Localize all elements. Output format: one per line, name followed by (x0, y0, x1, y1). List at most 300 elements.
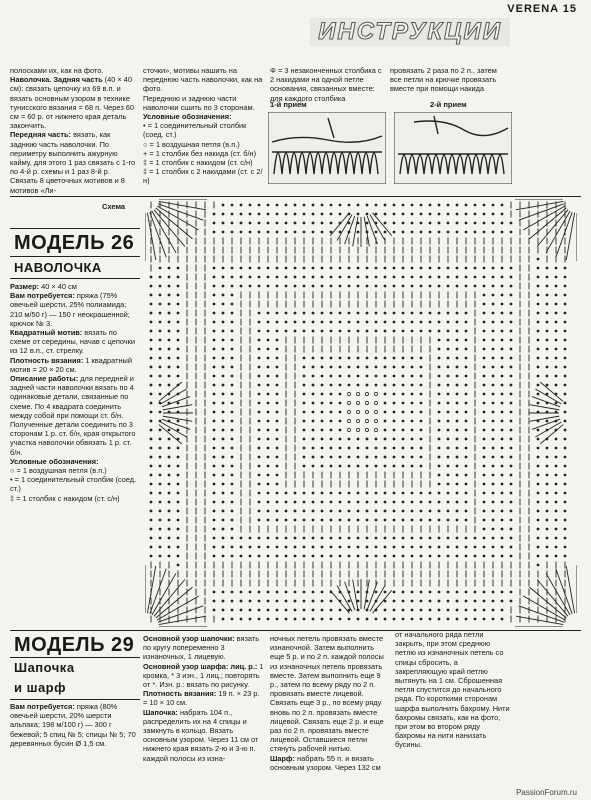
chart-stitch-symbol (366, 456, 368, 458)
chart-stitch-symbol (564, 411, 566, 413)
chart-stitch-symbol (276, 321, 278, 323)
chart-stitch-symbol (465, 519, 467, 521)
chart-stitch-symbol (483, 537, 485, 539)
paragraph (143, 158, 265, 167)
chart-stitch-symbol (168, 276, 170, 278)
chart-stitch-symbol (546, 393, 548, 395)
chart-stitch-symbol (159, 303, 161, 305)
chart-stitch-symbol (447, 366, 449, 368)
chart-stitch-symbol (555, 465, 557, 467)
chart-stitch-symbol (492, 348, 494, 350)
chart-stitch-symbol (357, 267, 359, 269)
chart-stitch-symbol (465, 267, 467, 269)
chart-stitch-symbol (465, 501, 467, 503)
chart-stitch-symbol (177, 366, 179, 368)
chart-stitch-symbol (312, 231, 314, 233)
paragraph-text: ночных петель провязать вместе изнаночной. Затем выполнить еще 5 р. и по 2 п. каждой полосы из изнаночных петель провязать вместе. Затем выполнить еще 9 р., затем по всему ряду по 2 п. провязать вместе лицевой. Связать еще 3 р., по всему ряду вновь по 2 п. провязать вместе лицевой. Связать еще 2 р. и еще раз по 2 п. провязать вместе лицевой. Оставшиеся петли стянуть рабочей нитью. (270, 634, 384, 754)
chart-stitch-symbol (384, 393, 386, 395)
chart-stitch-symbol (159, 483, 161, 485)
chart-stitch-symbol (231, 267, 233, 269)
chart-stitch-symbol (303, 600, 305, 602)
chart-stitch-symbol (330, 222, 332, 224)
chart-stitch-symbol (510, 555, 512, 557)
chart-stitch-symbol (393, 555, 395, 557)
chart-stitch-symbol (555, 537, 557, 539)
chart-stitch-symbol (429, 204, 431, 206)
chart-stitch-symbol (438, 312, 440, 314)
chart-stitch-symbol (438, 384, 440, 386)
chart-stitch-symbol (402, 600, 404, 602)
chart-stitch-symbol (366, 204, 368, 206)
chart-stitch-symbol (465, 429, 467, 431)
chart-stitch-symbol (483, 438, 485, 440)
chart-stitch-symbol (474, 600, 476, 602)
chart-stitch-symbol (150, 438, 152, 440)
chart-stitch-symbol (213, 285, 215, 287)
chart-stitch-symbol (447, 339, 449, 341)
chart-stitch-symbol (312, 456, 314, 458)
chart-stitch-symbol (564, 366, 566, 368)
chart-stitch-symbol (537, 537, 539, 539)
chart-stitch-symbol (249, 276, 251, 278)
chart-stitch-symbol (285, 321, 287, 323)
chart-stitch-symbol (474, 213, 476, 215)
chart-stitch-symbol (177, 474, 179, 476)
chart-stitch-symbol (564, 375, 566, 377)
chart-stitch-symbol (384, 438, 386, 440)
chart-stitch-symbol (276, 501, 278, 503)
chart-stitch-symbol (159, 429, 161, 431)
chart-stitch-symbol (510, 483, 512, 485)
chart-stitch-symbol (294, 276, 296, 278)
chart-stitch-symbol (231, 528, 233, 530)
chart-stitch-symbol (177, 510, 179, 512)
chart-stitch-symbol (420, 501, 422, 503)
chart-stitch-symbol (240, 204, 242, 206)
chart-stitch-symbol (177, 519, 179, 521)
chart-stitch-symbol (258, 312, 260, 314)
chart-stitch-symbol (483, 357, 485, 359)
chart-stitch-symbol (276, 609, 278, 611)
chart-stitch-symbol (294, 267, 296, 269)
chart-stitch-symbol (492, 411, 494, 413)
chart-stitch-symbol (330, 213, 332, 215)
chart-stitch-symbol (438, 276, 440, 278)
chart-stitch-symbol (546, 276, 548, 278)
chart-stitch-symbol (420, 231, 422, 233)
chart-stitch-symbol (492, 267, 494, 269)
chart-stitch-symbol (339, 330, 341, 332)
chart-stitch-symbol (276, 591, 278, 593)
chart-stitch-symbol (483, 231, 485, 233)
chart-stitch-symbol (438, 285, 440, 287)
chart-stitch-symbol (177, 420, 179, 422)
chart-stitch-symbol (312, 222, 314, 224)
chart-stitch-symbol (510, 600, 512, 602)
chart-stitch-symbol (159, 519, 161, 521)
chart-stitch-symbol (150, 348, 152, 350)
chart-stitch-symbol (222, 348, 224, 350)
chart-stitch-symbol (276, 330, 278, 332)
chart-stitch-symbol (564, 312, 566, 314)
chart-stitch-symbol (537, 429, 539, 431)
chart-stitch-symbol (285, 555, 287, 557)
chart-stitch-symbol (222, 519, 224, 521)
chart-stitch-symbol (240, 213, 242, 215)
chart-stitch-symbol (231, 204, 233, 206)
model29-title-rule (10, 657, 140, 658)
chart-stitch-symbol (213, 330, 215, 332)
chart-stitch-symbol (456, 510, 458, 512)
chart-stitch-symbol (339, 375, 341, 377)
chart-stitch-symbol (537, 492, 539, 494)
chart-stitch-symbol (213, 420, 215, 422)
chart-stitch-symbol (465, 231, 467, 233)
paragraph-text: • = 1 соединительный столбик (соед. ст.) (143, 121, 247, 140)
chart-stitch-symbol (240, 591, 242, 593)
chart-stitch-symbol (276, 204, 278, 206)
chart-stitch-symbol (429, 510, 431, 512)
chart-stitch-symbol (213, 393, 215, 395)
chart-stitch-symbol (501, 375, 503, 377)
chart-stitch-symbol (501, 618, 503, 620)
paragraph (143, 112, 265, 121)
chart-stitch-symbol (276, 312, 278, 314)
chart-stitch-symbol (465, 375, 467, 377)
chart-stitch-symbol (330, 555, 332, 557)
chart-stitch-symbol (492, 474, 494, 476)
chart-stitch-symbol (168, 447, 170, 449)
paragraph-text: сточки», мотивы нашить на переднюю часть наволочки, как на фото. (143, 66, 263, 94)
chart-stitch-symbol (357, 357, 359, 359)
chart-stitch-symbol (168, 366, 170, 368)
chart-stitch-symbol (159, 339, 161, 341)
chart-stitch-symbol (402, 276, 404, 278)
chart-stitch-symbol (510, 519, 512, 521)
chart-stitch-symbol (483, 483, 485, 485)
chart-stitch-symbol (357, 321, 359, 323)
chart-stitch-symbol (258, 321, 260, 323)
chart-stitch-symbol (213, 357, 215, 359)
chart-stitch-symbol (267, 339, 269, 341)
chart-stitch-symbol (456, 204, 458, 206)
chart-stitch-symbol (357, 231, 359, 233)
chart-stitch-symbol (555, 276, 557, 278)
chart-corner-fan-stroke (159, 201, 206, 209)
chart-stitch-symbol (150, 447, 152, 449)
chart-stitch-symbol (312, 546, 314, 548)
chart-stitch-symbol (276, 222, 278, 224)
chart-stitch-symbol (429, 267, 431, 269)
chart-edge-fan-stroke (162, 397, 190, 407)
chart-stitch-symbol (429, 501, 431, 503)
chart-stitch-symbol (393, 420, 395, 422)
paragraph-text: вязать по схеме от середины, начав с цепочки из 12 в.п., ст. стрелку. (10, 328, 135, 356)
chart-stitch-symbol (375, 501, 377, 503)
chart-stitch-symbol (501, 492, 503, 494)
chart-stitch-symbol (474, 609, 476, 611)
chart-stitch-symbol (267, 510, 269, 512)
chart-stitch-symbol (213, 609, 215, 611)
chart-stitch-symbol (177, 330, 179, 332)
paragraph (390, 66, 510, 94)
chart-stitch-symbol (429, 555, 431, 557)
model29-column-2 (143, 634, 265, 763)
chart-edge-fan-stroke (353, 580, 358, 610)
chart-stitch-symbol (159, 267, 161, 269)
chart-stitch-symbol (213, 456, 215, 458)
chart-stitch-symbol (537, 375, 539, 377)
chart-stitch-symbol (150, 357, 152, 359)
chart-stitch-symbol (393, 591, 395, 593)
chart-stitch-symbol (564, 492, 566, 494)
chart-stitch-symbol (339, 231, 341, 233)
chart-stitch-symbol (492, 384, 494, 386)
chart-stitch-symbol (492, 321, 494, 323)
chart-stitch-symbol (483, 618, 485, 620)
chart-stitch-symbol (483, 384, 485, 386)
chart-stitch-symbol (546, 537, 548, 539)
chart-stitch-symbol (159, 555, 161, 557)
chart-stitch-symbol (537, 519, 539, 521)
chart-stitch-symbol (537, 330, 539, 332)
chart-stitch-symbol (420, 537, 422, 539)
paragraph-label: Вам потребуется: (10, 702, 75, 711)
chart-stitch-symbol (177, 312, 179, 314)
chart-stitch-symbol (384, 411, 386, 413)
chart-stitch-symbol (393, 375, 395, 377)
paragraph-text: ‡ = 1 столбик с накидом (ст. с/н) (10, 493, 120, 503)
chart-stitch-symbol (474, 285, 476, 287)
chart-stitch-symbol (150, 393, 152, 395)
chart-stitch-symbol (438, 231, 440, 233)
chart-stitch-symbol (321, 411, 323, 413)
chart-stitch-symbol (159, 366, 161, 368)
chart-stitch-symbol (474, 591, 476, 593)
chart-stitch-symbol (321, 222, 323, 224)
paragraph-label: Условные обозначения: (10, 456, 99, 466)
chart-stitch-symbol (420, 555, 422, 557)
chart-stitch-symbol (150, 492, 152, 494)
top-column-2 (143, 66, 265, 186)
chart-stitch-symbol (267, 402, 269, 404)
paragraph-label: Описание работы: (10, 374, 79, 384)
chart-stitch-symbol (501, 483, 503, 485)
chart-stitch-symbol (177, 456, 179, 458)
chart-stitch-symbol (347, 401, 350, 404)
chart-stitch-symbol (474, 204, 476, 206)
chart-stitch-symbol (375, 492, 377, 494)
chart-stitch-symbol (384, 447, 386, 449)
chart-stitch-symbol (447, 456, 449, 458)
chart-stitch-symbol (303, 465, 305, 467)
chart-stitch-symbol (356, 419, 359, 422)
chart-stitch-symbol (222, 411, 224, 413)
chart-stitch-symbol (501, 465, 503, 467)
chart-stitch-symbol (222, 204, 224, 206)
chart-stitch-symbol (456, 591, 458, 593)
chart-stitch-symbol (483, 429, 485, 431)
chart-stitch-symbol (564, 402, 566, 404)
chart-stitch-symbol (429, 330, 431, 332)
chart-stitch-symbol (501, 303, 503, 305)
chart-stitch-symbol (150, 465, 152, 467)
chart-stitch-symbol (510, 393, 512, 395)
chart-stitch-symbol (384, 357, 386, 359)
chart-stitch-symbol (483, 465, 485, 467)
chart-stitch-symbol (150, 321, 152, 323)
chart-stitch-symbol (222, 528, 224, 530)
chart-stitch-symbol (168, 483, 170, 485)
chart-stitch-symbol (177, 447, 179, 449)
chart-stitch-symbol (348, 618, 350, 620)
chart-stitch-symbol (492, 501, 494, 503)
chart-stitch-symbol (366, 510, 368, 512)
chart-stitch-symbol (555, 528, 557, 530)
chart-stitch-symbol (303, 330, 305, 332)
chart-stitch-symbol (492, 366, 494, 368)
chart-stitch-symbol (447, 537, 449, 539)
chart-stitch-symbol (357, 222, 359, 224)
chart-stitch-symbol (384, 402, 386, 404)
chart-stitch-symbol (294, 330, 296, 332)
chart-stitch-symbol (312, 447, 314, 449)
chart-stitch-symbol (348, 375, 350, 377)
paragraph (10, 494, 138, 503)
chart-stitch-symbol (483, 330, 485, 332)
chart-stitch-symbol (555, 402, 557, 404)
chart-stitch-symbol (555, 366, 557, 368)
chart-stitch-symbol (393, 312, 395, 314)
chart-stitch-symbol (456, 537, 458, 539)
chart-stitch-symbol (356, 428, 359, 431)
chart-stitch-symbol (177, 429, 179, 431)
chart-stitch-symbol (447, 555, 449, 557)
chart-stitch-symbol (258, 285, 260, 287)
chart-stitch-symbol (321, 393, 323, 395)
chart-stitch-symbol (393, 429, 395, 431)
chart-stitch-symbol (303, 402, 305, 404)
chart-stitch-symbol (510, 528, 512, 530)
chart-stitch-symbol (339, 366, 341, 368)
chart-edge-fan-stroke (530, 405, 560, 410)
chart-stitch-symbol (347, 410, 350, 413)
chart-stitch-symbol (366, 618, 368, 620)
chart-stitch-symbol (294, 321, 296, 323)
chart-stitch-symbol (285, 609, 287, 611)
chart-stitch-symbol (555, 456, 557, 458)
paragraph (10, 291, 138, 328)
chart-stitch-symbol (510, 366, 512, 368)
paragraph (10, 66, 138, 75)
chart-stitch-symbol (438, 393, 440, 395)
chart-stitch-symbol (348, 600, 350, 602)
chart-stitch-symbol (330, 276, 332, 278)
chart-stitch-symbol (501, 348, 503, 350)
chart-stitch-symbol (231, 429, 233, 431)
chart-stitch-symbol (321, 537, 323, 539)
chart-stitch-symbol (258, 555, 260, 557)
top-column-4 (390, 66, 510, 94)
chart-stitch-symbol (537, 294, 539, 296)
chart-stitch-symbol (483, 591, 485, 593)
chart-stitch-symbol (357, 456, 359, 458)
chart-stitch-symbol (492, 456, 494, 458)
chart-stitch-symbol (393, 231, 395, 233)
chart-stitch-symbol (411, 276, 413, 278)
chart-stitch-symbol (222, 420, 224, 422)
chart-stitch-symbol (321, 618, 323, 620)
paragraph-text: полосками их, как на фото. (10, 66, 104, 75)
chart-stitch-symbol (240, 555, 242, 557)
chart-stitch-symbol (312, 438, 314, 440)
chart-stitch-symbol (546, 510, 548, 512)
chart-stitch-symbol (321, 375, 323, 377)
chart-stitch-symbol (357, 546, 359, 548)
chart-stitch-symbol (222, 231, 224, 233)
chart-stitch-symbol (438, 204, 440, 206)
chart-stitch-symbol (258, 474, 260, 476)
chart-stitch-symbol (258, 591, 260, 593)
paragraph-label: Условные обозначения: (143, 112, 232, 122)
chart-stitch-symbol (321, 402, 323, 404)
chart-stitch-symbol (375, 438, 377, 440)
chart-stitch-symbol (501, 339, 503, 341)
chart-stitch-symbol (177, 501, 179, 503)
chart-stitch-symbol (276, 447, 278, 449)
chart-stitch-symbol (339, 213, 341, 215)
chart-stitch-symbol (312, 591, 314, 593)
chart-stitch-symbol (510, 384, 512, 386)
paragraph-text: + = 1 столбик без накида (ст. б/н) (143, 148, 257, 158)
chart-stitch-symbol (303, 267, 305, 269)
chart-stitch-symbol (546, 267, 548, 269)
chart-stitch-symbol (375, 591, 377, 593)
chart-stitch-symbol (483, 519, 485, 521)
chart-stitch-symbol (348, 546, 350, 548)
chart-stitch-symbol (177, 546, 179, 548)
chart-stitch-symbol (348, 222, 350, 224)
chart-stitch-symbol (267, 348, 269, 350)
chart-stitch-symbol (429, 591, 431, 593)
chart-stitch-symbol (366, 276, 368, 278)
chart-stitch-symbol (393, 267, 395, 269)
chart-stitch-symbol (285, 510, 287, 512)
chart-stitch-symbol (393, 465, 395, 467)
chart-stitch-symbol (384, 600, 386, 602)
chart-stitch-symbol (267, 393, 269, 395)
chart-stitch-symbol (384, 330, 386, 332)
chart-stitch-symbol (456, 312, 458, 314)
chart-edge-fan-stroke (163, 405, 193, 410)
chart-stitch-symbol (465, 357, 467, 359)
chart-stitch-symbol (222, 501, 224, 503)
chart-stitch-symbol (213, 600, 215, 602)
chart-stitch-symbol (546, 447, 548, 449)
chart-stitch-symbol (159, 312, 161, 314)
chart-stitch-symbol (222, 276, 224, 278)
chart-stitch-symbol (411, 384, 413, 386)
chart-stitch-symbol (483, 285, 485, 287)
chart-stitch-symbol (501, 393, 503, 395)
chart-stitch-symbol (312, 384, 314, 386)
chart-stitch-symbol (159, 420, 161, 422)
chart-stitch-symbol (411, 231, 413, 233)
chart-stitch-symbol (222, 267, 224, 269)
chart-stitch-symbol (492, 420, 494, 422)
chart-stitch-symbol (348, 501, 350, 503)
chart-stitch-symbol (510, 501, 512, 503)
